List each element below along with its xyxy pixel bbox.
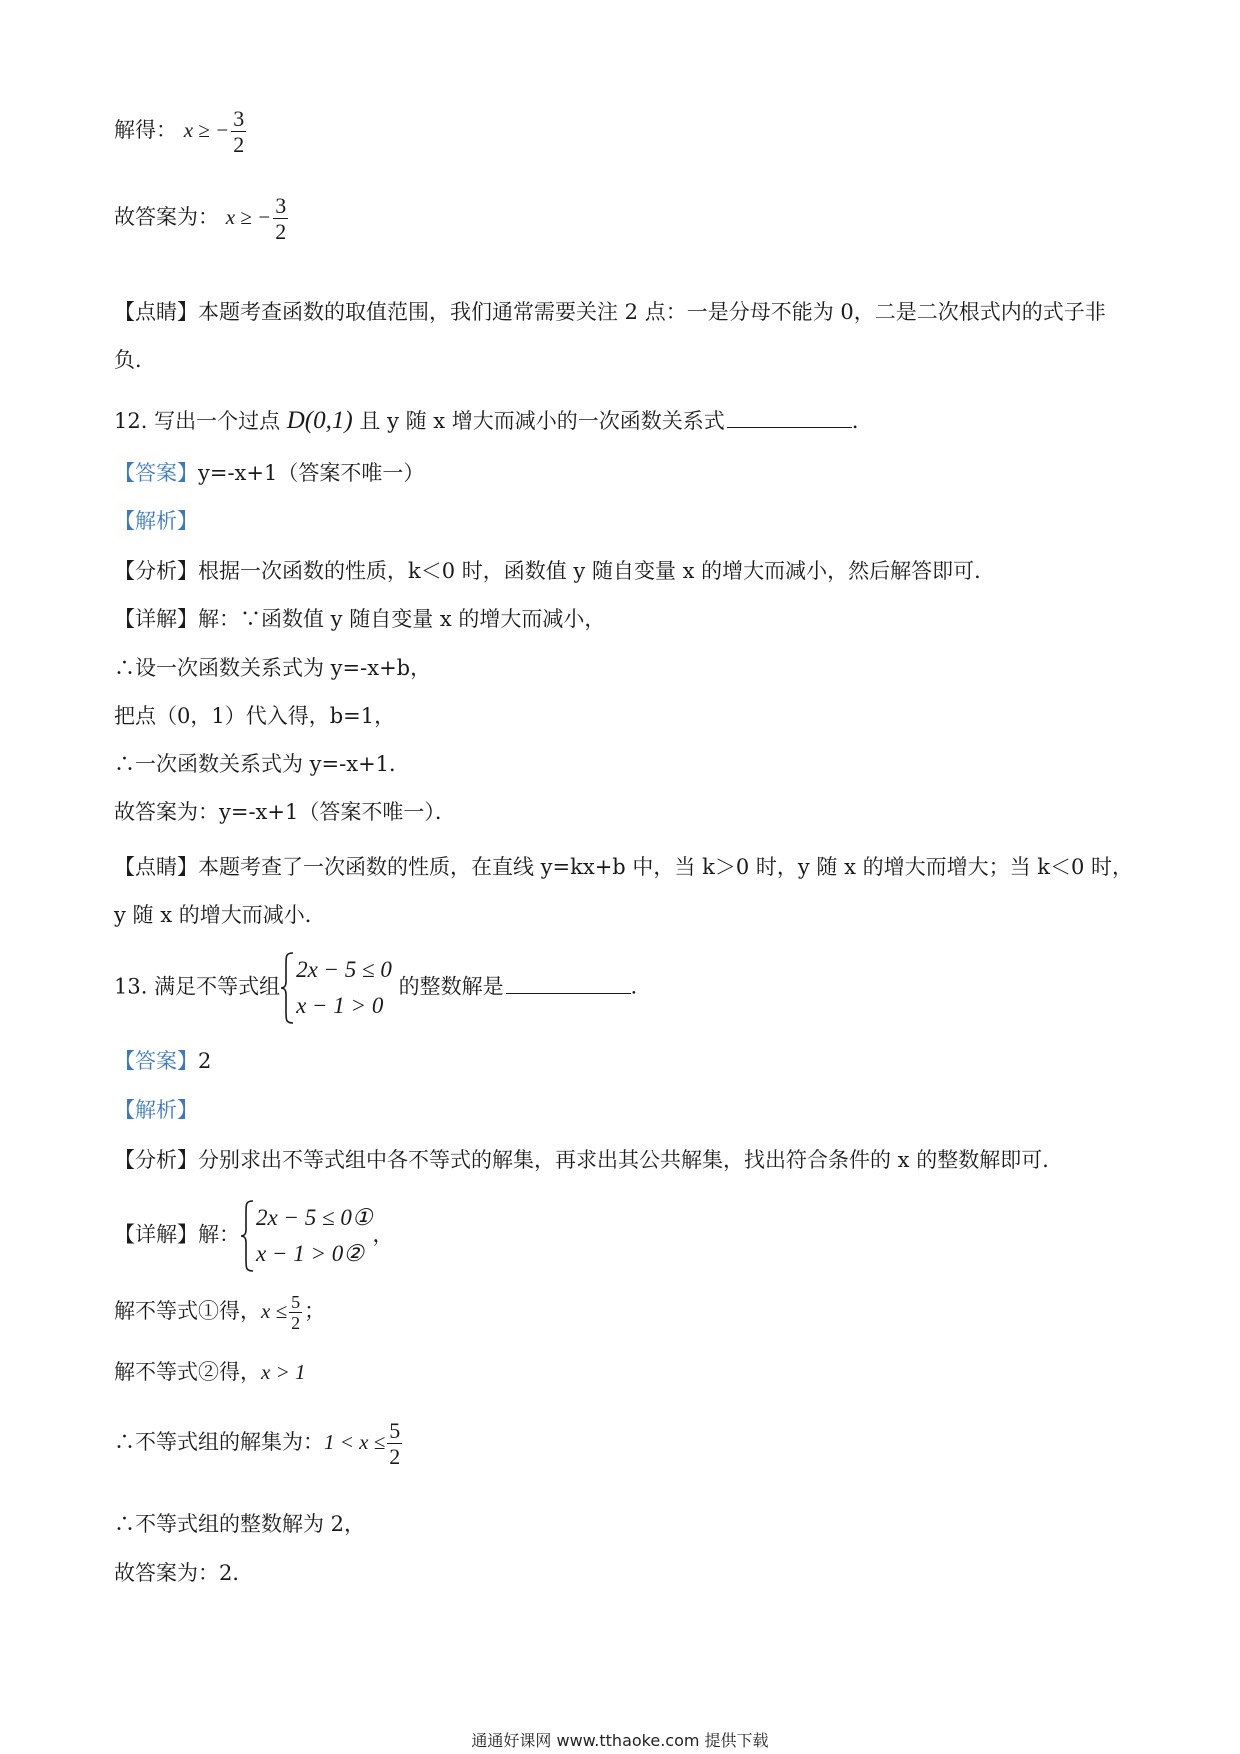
fraction-denominator: 2	[389, 1444, 401, 1469]
fraction	[289, 1292, 302, 1333]
answer-tag: 【答案】	[114, 461, 198, 485]
answer-tag: 【答案】	[114, 1049, 198, 1073]
fraction-numerator: 5	[291, 1292, 301, 1312]
answer-expression: x ≥ −	[225, 205, 272, 229]
inequality-system	[280, 952, 392, 1024]
question-end: ．	[851, 409, 873, 433]
question-prefix: 12. 写出一个过点	[114, 409, 287, 433]
fraction	[387, 1418, 402, 1469]
answer-line	[114, 458, 424, 488]
step-line	[114, 1357, 306, 1387]
solve-label: 解得：	[114, 118, 177, 142]
question-12	[114, 405, 873, 436]
question-prefix: 13. 满足不等式组	[114, 974, 281, 999]
answer-text: y=-x+1（答案不唯一）	[198, 461, 425, 485]
answer-label: 故答案为：	[114, 205, 219, 229]
inequality-row: x − 1 > 0②	[256, 1241, 364, 1266]
solve-expression: x ≥ −	[183, 118, 230, 142]
detail-line: ∴设一次函数关系式为 y=-x+b，	[114, 656, 432, 680]
question-suffix: 且 y 随 x 增大而减小的一次函数关系式	[352, 409, 725, 433]
step-line	[114, 1292, 325, 1333]
analysis-tag: 【解析】	[114, 509, 198, 533]
step-label: ∴不等式组的解集为：	[114, 1430, 324, 1454]
fraction-numerator: 3	[275, 193, 287, 218]
step-line: 故答案为：2．	[114, 1561, 254, 1585]
answer-blank	[506, 971, 631, 994]
brace-icon	[280, 952, 294, 1024]
inequality-row: x − 1 > 0	[296, 993, 384, 1018]
fraction-denominator: 2	[291, 1313, 301, 1333]
page-footer: 通通好课网 www.tthaoke.com 提供下载	[471, 1731, 769, 1750]
step-label: 解不等式①得，	[114, 1299, 261, 1323]
step-end: ；	[304, 1299, 326, 1323]
note-paragraph: 【点睛】本题考查函数的取值范围，我们通常需要关注 2 点：一是分母不能为 0，二是二次根式内的式子非负．	[114, 300, 1106, 372]
step-expression: x > 1	[261, 1360, 306, 1384]
fraction	[273, 193, 288, 244]
analysis-line: 【分析】分别求出不等式组中各不等式的解集，再求出其公共解集，找出符合条件的 x 的整数解即可．	[114, 1148, 1064, 1172]
solve-line	[114, 106, 248, 157]
step-line: ∴不等式组的整数解为 2，	[114, 1512, 366, 1536]
detail-label: 【详解】解：	[114, 1222, 240, 1247]
note-paragraph: 【点睛】本题考查了一次函数的性质，在直线 y=kx+b 中，当 k＞0 时，y 随 x 的增大而增大；当 k＜0 时，y 随 x 的增大而减小．	[114, 855, 1134, 927]
detail-line: 故答案为：y=-x+1（答案不唯一）．	[114, 800, 456, 824]
detail-end: ，	[372, 1222, 394, 1247]
point-label: D(0,1)	[286, 407, 353, 434]
fraction-numerator: 3	[233, 106, 245, 131]
answer-blank	[727, 405, 852, 428]
inequality-row: 2x − 5 ≤ 0①	[256, 1205, 373, 1230]
question-end: ．	[630, 974, 652, 999]
fraction	[231, 106, 246, 157]
fraction-denominator: 2	[233, 132, 245, 157]
step-line	[114, 1418, 404, 1469]
answer-line	[114, 193, 290, 244]
detail-line: 把点（0，1）代入得，b=1，	[114, 704, 396, 728]
brace-icon	[240, 1200, 254, 1272]
question-suffix: 的整数解是	[391, 974, 504, 999]
step-label: 解不等式②得，	[114, 1360, 261, 1384]
step-expression: x ≤	[261, 1299, 288, 1323]
detail-line	[114, 1200, 393, 1272]
analysis-line: 【分析】根据一次函数的性质，k＜0 时，函数值 y 随自变量 x 的增大而减小，然后解答即可．	[114, 559, 996, 583]
inequality-system	[240, 1200, 372, 1272]
fraction-denominator: 2	[275, 219, 287, 244]
detail-line: ∴一次函数关系式为 y=-x+1．	[114, 752, 411, 776]
question-13	[114, 952, 652, 1024]
answer-line	[114, 1046, 211, 1076]
inequality-row: 2x − 5 ≤ 0	[296, 957, 392, 982]
answer-text: 2	[198, 1049, 212, 1073]
analysis-tag: 【解析】	[114, 1098, 198, 1122]
step-expression: 1 < x ≤	[324, 1430, 386, 1454]
fraction-numerator: 5	[389, 1418, 401, 1443]
detail-line: 【详解】解：∵函数值 y 随自变量 x 的增大而减小，	[114, 607, 606, 631]
